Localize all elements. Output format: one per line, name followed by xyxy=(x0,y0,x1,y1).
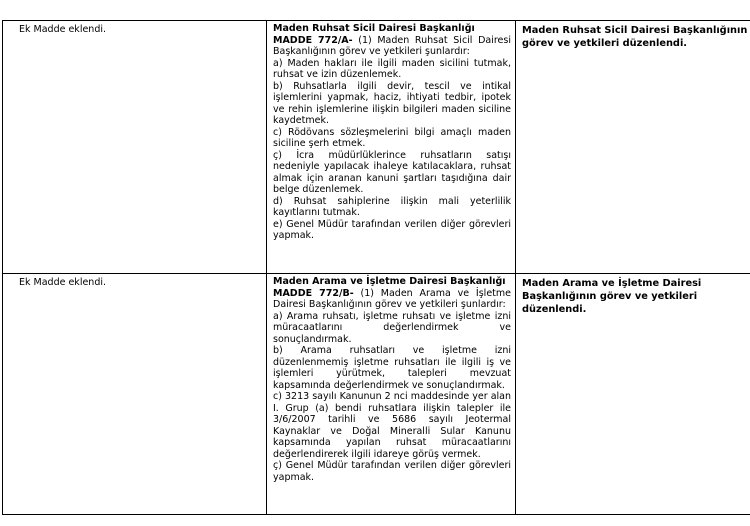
change-type-text: Ek Madde eklendi. xyxy=(19,277,107,288)
article-number: MADDE 772/A- xyxy=(273,34,353,46)
article-intro: (1) Maden Arama ve İşletme Dairesi Başkanlığının görev ve yetkileri şunlardır: xyxy=(273,287,511,310)
article-title: Maden Arama ve İşletme Dairesi Başkanlığı xyxy=(273,276,506,287)
article-item: d) Ruhsat sahiplerine ilişkin mali yeterlilik kayıtlarını tutmak. xyxy=(273,195,511,218)
explanation-text: Maden Arama ve İşletme Dairesi Başkanlığının görev ve yetkileri düzenlendi. xyxy=(522,278,702,315)
article-number: MADDE 772/B- xyxy=(273,287,354,299)
article-item: e) Genel Müdür tarafından verilen diğer görevleri yapmak. xyxy=(273,218,511,241)
article-intro: (1) Maden Ruhsat Sicil Dairesi Başkanlığının görev ve yetkileri şunlardır: xyxy=(273,34,511,57)
article-text-cell xyxy=(267,21,516,274)
article-item: a) Arama ruhsatı, işletme ruhsatı ve işletme izni müracaatlarını değerlendirmek ve sonuçlandırmak. xyxy=(273,310,511,345)
explanation-cell xyxy=(516,21,750,274)
article-intro-line xyxy=(273,288,511,311)
table-row xyxy=(3,21,750,274)
article-text xyxy=(267,274,515,483)
article-item: b) Arama ruhsatları ve işletme izni düzenlenmemiş işletme ruhsatları ile ilgili iş ve işlemleri yürütmek, talepleri mevzuat kapsamında değerlendirmek ve sonuçlandırmak. xyxy=(273,345,511,391)
article-text xyxy=(267,21,515,242)
change-type-cell xyxy=(3,21,267,274)
change-type-cell xyxy=(3,274,267,515)
table-row xyxy=(3,274,750,515)
article-text-cell xyxy=(267,274,516,515)
article-item: a) Maden hakları ile ilgili maden sicilini tutmak, ruhsat ve izin düzenlemek. xyxy=(273,57,511,80)
article-item: c) Rödövans sözleşmelerini bilgi amaçlı maden siciline şerh etmek. xyxy=(273,126,511,149)
explanation-cell xyxy=(516,274,750,515)
article-item: c) 3213 sayılı Kanunun 2 nci maddesinde yer alan I. Grup (a) bendi ruhsatlara ilişkin talepler ile 3/6/2007 tarihli ve 5686 sayılı Jeotermal Kaynaklar ve Doğal Mineralli Sular Kanunu kapsamında yapılan ruhsat müracaatlarını değerlendirerek ilgili idareye görüş vermek. xyxy=(273,391,511,460)
article-item: b) Ruhsatlarla ilgili devir, tescil ve intikal işlemlerini yapmak, haciz, ihtiyati tedbir, ipotek ve rehin işlemlerine ilişkin bilgileri maden siciline kaydetmek. xyxy=(273,80,511,126)
explanation-text: Maden Ruhsat Sicil Dairesi Başkanlığının görev ve yetkileri düzenlendi. xyxy=(522,25,748,49)
article-item: ç) Genel Müdür tarafından verilen diğer görevleri yapmak. xyxy=(273,460,511,483)
article-item: ç) İcra müdürlüklerince ruhsatların satışı nedeniyle yapılacak ihaleye katılacaklara, ruhsat almak için aranan kanuni şartları taşıdığına dair belge düzenlemek. xyxy=(273,149,511,195)
article-title: Maden Ruhsat Sicil Dairesi Başkanlığı xyxy=(273,23,475,34)
change-type-text: Ek Madde eklendi. xyxy=(19,24,107,35)
article-intro-line xyxy=(273,35,511,58)
amendment-table xyxy=(2,20,750,515)
